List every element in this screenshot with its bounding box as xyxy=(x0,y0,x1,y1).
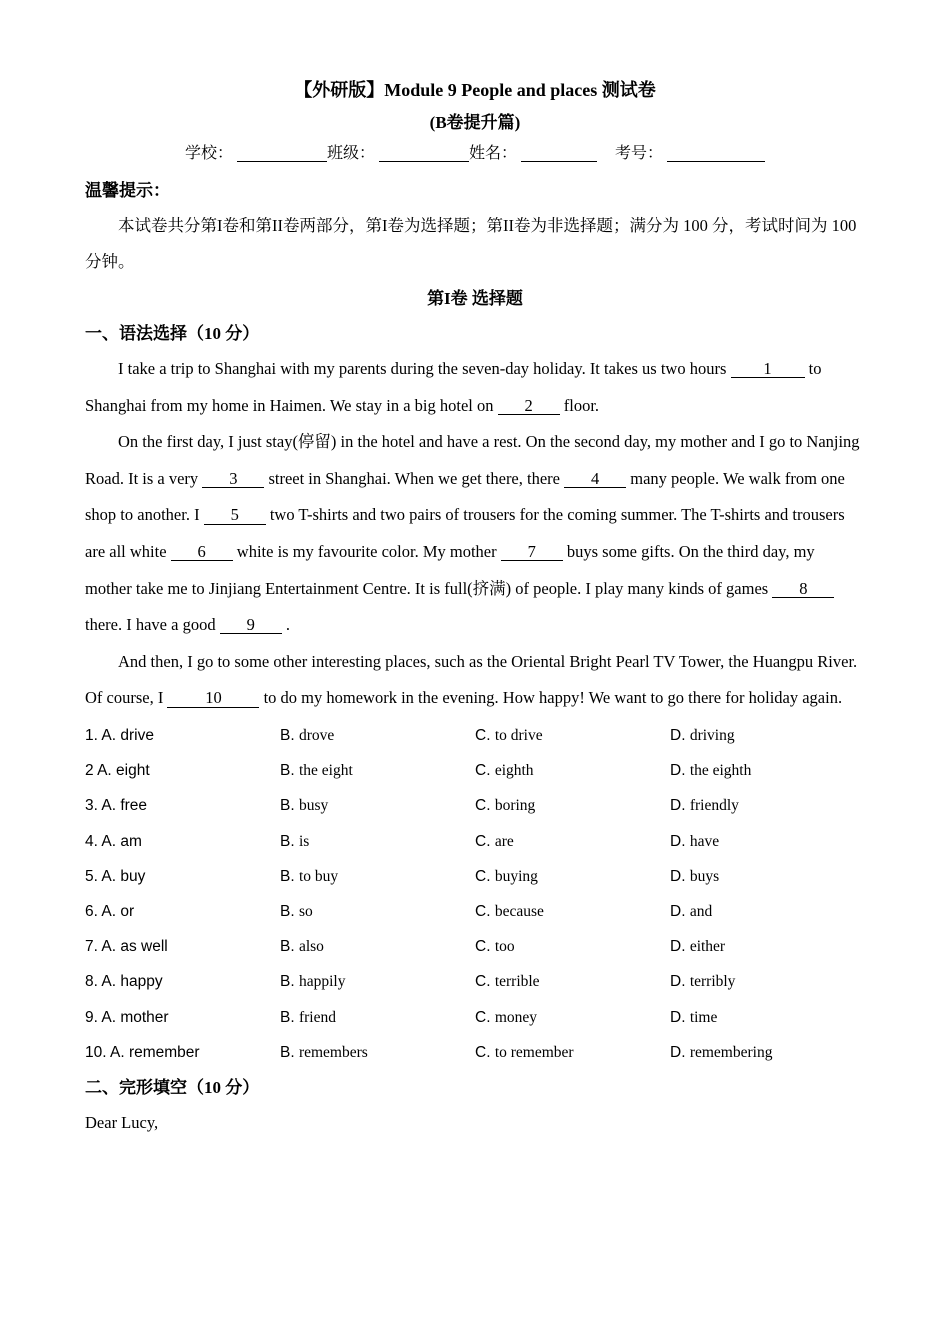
info-field-blank xyxy=(667,145,765,162)
option-cell xyxy=(280,824,475,859)
blank-10: 10 xyxy=(167,689,259,707)
option-text: remember xyxy=(128,1043,200,1061)
cloze-salutation: Dear Lucy, xyxy=(85,1112,159,1132)
info-field-label: 姓名： xyxy=(469,145,518,162)
option-text: happy xyxy=(120,973,163,991)
passage xyxy=(85,351,865,717)
option-cell xyxy=(670,964,865,999)
option-cell xyxy=(670,1000,865,1035)
option-text: to remember xyxy=(494,1043,574,1061)
option-cell xyxy=(85,894,280,929)
option-letter: B. xyxy=(280,973,299,991)
option-text: have xyxy=(689,832,720,850)
info-field xyxy=(469,140,597,168)
option-row xyxy=(85,824,865,859)
option-letter: 2 A. xyxy=(85,762,117,780)
section-grammar-heading: 一、语法选择（10 分） xyxy=(85,324,260,343)
option-letter: D. xyxy=(670,902,690,920)
option-letter: D. xyxy=(670,1043,690,1061)
option-cell xyxy=(280,1035,475,1070)
option-letter: C. xyxy=(475,867,495,885)
info-field-blank xyxy=(521,145,597,162)
notice-body: 本试卷共分第I卷和第II卷两部分，第I卷为选择题；第II卷为非选择题；满分为 100 分，考试时间为 100 分钟。 xyxy=(85,216,857,271)
option-cell xyxy=(280,894,475,929)
option-cell xyxy=(670,824,865,859)
option-letter: B. xyxy=(280,832,299,850)
option-cell xyxy=(670,894,865,929)
option-text: mother xyxy=(120,1008,169,1026)
passage-text: . xyxy=(281,615,290,635)
option-letter: B. xyxy=(280,1043,299,1061)
option-letter: C. xyxy=(475,973,495,991)
option-letter: D. xyxy=(670,832,690,850)
option-cell xyxy=(280,964,475,999)
option-text: the eighth xyxy=(689,762,752,780)
option-cell xyxy=(85,788,280,823)
option-cell xyxy=(475,929,670,964)
option-text: either xyxy=(689,938,726,956)
passage-text: buys some gifts. On the third day, my mother take me to Jinjiang Entertainment Centre. It is full(挤满) of people. I play many kinds of games xyxy=(85,541,815,598)
section-cloze-heading: 二、完形填空（10 分） xyxy=(85,1077,260,1097)
option-cell xyxy=(280,718,475,753)
info-field-label: 学校： xyxy=(184,145,233,162)
option-cell xyxy=(475,753,670,788)
option-text: buy xyxy=(120,867,146,885)
option-cell xyxy=(475,1035,670,1070)
blank-9: 9 xyxy=(220,616,282,634)
option-text: boring xyxy=(494,797,536,815)
option-text: too xyxy=(494,938,515,956)
option-cell xyxy=(85,859,280,894)
option-letter: C. xyxy=(475,726,495,744)
option-letter: B. xyxy=(280,1008,299,1026)
option-cell xyxy=(670,753,865,788)
option-text: eighth xyxy=(494,762,534,780)
option-row xyxy=(85,1035,865,1070)
option-letter: 7. A. xyxy=(85,938,121,956)
option-letter: B. xyxy=(280,797,299,815)
option-letter: 6. A. xyxy=(85,902,121,920)
passage-text: two T-shirts and two pairs of trousers for the coming summer. The T-shirts and trousers are all white xyxy=(85,505,845,561)
option-text: buys xyxy=(689,867,720,885)
option-text: and xyxy=(689,902,713,920)
option-letter: 5. A. xyxy=(85,867,121,885)
passage-text: white is my favourite color. My mother xyxy=(232,541,501,561)
option-text: busy xyxy=(298,797,329,815)
option-cell xyxy=(85,964,280,999)
option-letter: B. xyxy=(280,938,299,956)
part1-heading: 第I卷 选择题 xyxy=(427,289,523,308)
option-cell xyxy=(85,718,280,753)
option-cell xyxy=(670,929,865,964)
blank-1: 1 xyxy=(731,360,805,378)
option-letter: 4. A. xyxy=(85,832,121,850)
option-text: as well xyxy=(120,938,168,956)
option-cell xyxy=(475,1000,670,1035)
option-cell xyxy=(280,859,475,894)
option-row xyxy=(85,859,865,894)
option-cell xyxy=(475,788,670,823)
info-field xyxy=(615,140,765,168)
option-letter: D. xyxy=(670,867,690,885)
option-cell xyxy=(670,788,865,823)
option-text: am xyxy=(120,832,142,850)
passage-text: street in Shanghai. When we get there, there xyxy=(264,468,565,488)
info-field-blank xyxy=(237,145,327,162)
option-letter: C. xyxy=(475,902,495,920)
option-text: friend xyxy=(298,1008,336,1026)
passage-text: And then, I go to some other interesting places, such as the Oriental Bright Pearl TV Tower, the Huangpu River. Of course, I xyxy=(85,651,858,708)
option-cell xyxy=(280,1000,475,1035)
info-field xyxy=(185,140,327,168)
option-text: eight xyxy=(116,762,150,780)
option-cell xyxy=(670,859,865,894)
blank-2: 2 xyxy=(498,397,560,415)
passage-text: On the first day, I just stay(停留) in the hotel and have a rest. On the second day, my mother and I go to Nanjing Road. It is a very xyxy=(85,432,860,488)
option-letter: D. xyxy=(670,762,690,780)
option-letter: C. xyxy=(475,1008,495,1026)
option-row xyxy=(85,788,865,823)
option-letter: 9. A. xyxy=(85,1008,121,1026)
option-text: the eight xyxy=(298,762,353,780)
option-text: to drive xyxy=(494,726,543,744)
option-letter: C. xyxy=(475,797,495,815)
option-cell xyxy=(670,718,865,753)
option-text: drove xyxy=(298,726,335,744)
info-field-label: 考号： xyxy=(615,145,664,162)
option-cell xyxy=(85,824,280,859)
option-letter: D. xyxy=(670,726,690,744)
option-text: friendly xyxy=(689,797,739,815)
option-row xyxy=(85,929,865,964)
option-cell xyxy=(475,859,670,894)
option-letter: 10. A. xyxy=(85,1043,129,1061)
passage-paragraph xyxy=(85,644,865,717)
passage-text: many people. We walk from one shop to another. I xyxy=(85,468,845,525)
option-cell xyxy=(475,964,670,999)
option-text: happily xyxy=(298,973,346,991)
option-row xyxy=(85,1000,865,1035)
option-cell xyxy=(280,753,475,788)
option-letter: 3. A. xyxy=(85,797,121,815)
option-letter: C. xyxy=(475,832,495,850)
option-text: driving xyxy=(689,726,735,744)
option-text: free xyxy=(120,797,148,815)
option-text: to buy xyxy=(298,867,339,885)
options-table xyxy=(85,718,865,1070)
passage-text: there. I have a good xyxy=(85,615,220,635)
option-letter: D. xyxy=(670,797,690,815)
passage-text: I take a trip to Shanghai with my parents during the seven-day holiday. It takes us two hours xyxy=(118,359,731,378)
passage-text: to do my homework in the evening. How happy! We want to go there for holiday again. xyxy=(259,688,843,708)
option-letter: C. xyxy=(475,762,495,780)
option-text: remembering xyxy=(689,1043,773,1061)
passage-text: floor. xyxy=(559,395,600,415)
option-text: or xyxy=(120,902,135,920)
info-field xyxy=(327,140,469,168)
page-title: 【外研版】Module 9 People and places 测试卷 xyxy=(294,80,656,100)
option-text: terrible xyxy=(494,973,540,991)
page-subtitle: (B卷提升篇) xyxy=(429,113,521,132)
option-letter: B. xyxy=(280,762,299,780)
option-letter: 1. A. xyxy=(85,726,121,744)
option-text: money xyxy=(494,1008,537,1026)
info-line xyxy=(85,140,865,168)
option-text: terribly xyxy=(689,973,736,991)
option-text: is xyxy=(298,832,310,850)
option-text: remembers xyxy=(298,1043,368,1061)
option-cell xyxy=(670,1035,865,1070)
option-row xyxy=(85,964,865,999)
option-cell xyxy=(475,718,670,753)
notice-heading: 温馨提示： xyxy=(85,181,170,200)
option-letter: C. xyxy=(475,938,495,956)
option-letter: B. xyxy=(280,867,299,885)
option-cell xyxy=(475,894,670,929)
option-text: because xyxy=(494,902,544,920)
option-cell xyxy=(85,753,280,788)
passage-text: to Shanghai from my home in Haimen. We stay in a big hotel on xyxy=(85,359,822,415)
option-letter: D. xyxy=(670,1008,690,1026)
blank-3: 3 xyxy=(202,470,264,488)
passage-paragraph xyxy=(85,351,865,424)
option-cell xyxy=(85,1035,280,1070)
blank-4: 4 xyxy=(564,470,626,488)
option-row xyxy=(85,894,865,929)
option-letter: D. xyxy=(670,973,690,991)
info-field-blank xyxy=(379,145,469,162)
option-text: so xyxy=(298,902,313,920)
option-cell xyxy=(85,1000,280,1035)
option-letter: B. xyxy=(280,902,299,920)
option-text: drive xyxy=(120,726,154,744)
blank-7: 7 xyxy=(501,543,563,561)
info-field-label: 班级： xyxy=(326,145,375,162)
option-cell xyxy=(85,929,280,964)
option-letter: 8. A. xyxy=(85,973,121,991)
option-text: time xyxy=(689,1008,718,1026)
option-text: are xyxy=(494,832,514,850)
option-letter: B. xyxy=(280,726,299,744)
passage-paragraph xyxy=(85,424,865,644)
option-cell xyxy=(475,824,670,859)
option-cell xyxy=(280,929,475,964)
option-row xyxy=(85,753,865,788)
option-text: also xyxy=(298,938,324,956)
option-text: buying xyxy=(494,867,538,885)
blank-6: 6 xyxy=(171,543,233,561)
option-letter: C. xyxy=(475,1043,495,1061)
option-cell xyxy=(280,788,475,823)
blank-5: 5 xyxy=(204,506,266,524)
option-letter: D. xyxy=(670,938,690,956)
blank-8: 8 xyxy=(772,580,834,598)
option-row xyxy=(85,718,865,753)
